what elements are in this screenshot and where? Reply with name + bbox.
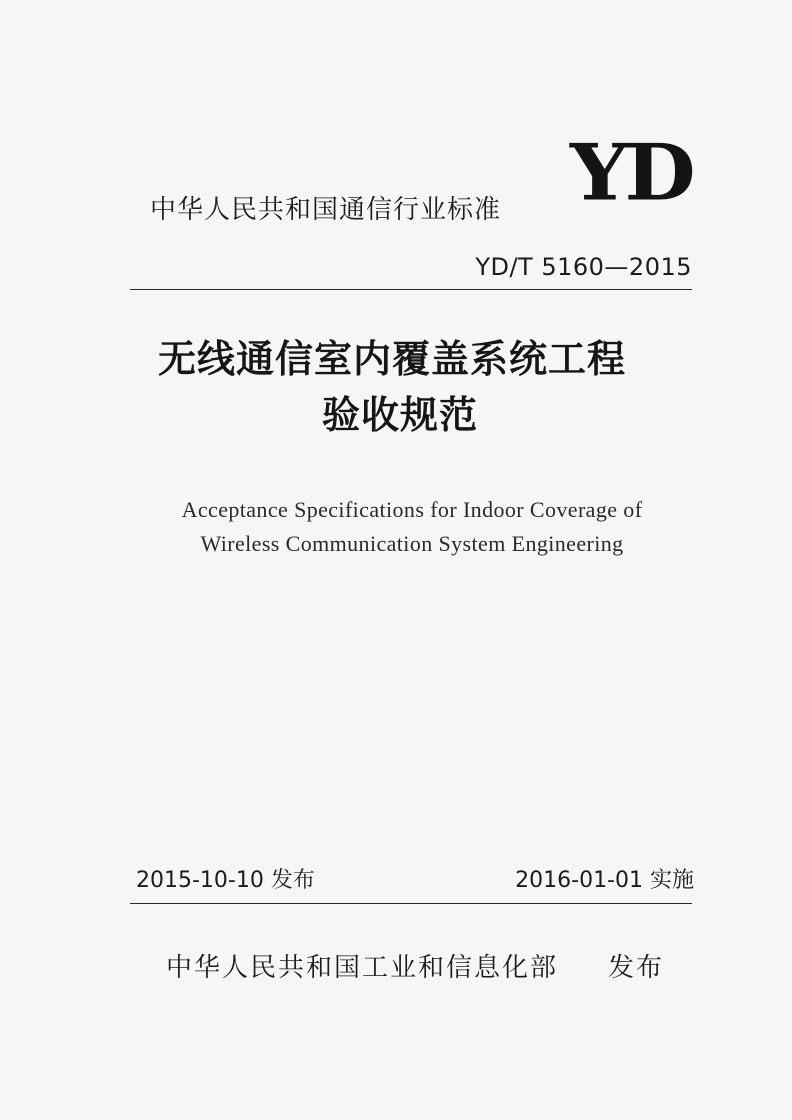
chinese-title-line-2: 验收规范 bbox=[321, 392, 478, 437]
english-title-line-2: Wireless Communication System Engineering bbox=[200, 531, 624, 556]
chinese-title-line-1: 无线通信室内覆盖系统工程 bbox=[157, 336, 626, 381]
standard-category: 中华人民共和国通信行业标准 bbox=[150, 195, 502, 225]
implementation-date: 2016-01-01 实施 bbox=[515, 868, 694, 893]
bottom-divider bbox=[130, 903, 692, 904]
english-title-line-1: Acceptance Specifications for Indoor Coverage of bbox=[181, 497, 643, 522]
top-divider bbox=[130, 289, 692, 290]
yd-logo: YD bbox=[570, 127, 692, 219]
publisher-name: 中华人民共和国工业和信息化部 bbox=[166, 953, 559, 983]
publisher-action: 发布 bbox=[608, 953, 665, 983]
issue-date: 2015-10-10 发布 bbox=[136, 868, 315, 893]
standard-code: YD/T 5160—2015 bbox=[475, 253, 692, 281]
